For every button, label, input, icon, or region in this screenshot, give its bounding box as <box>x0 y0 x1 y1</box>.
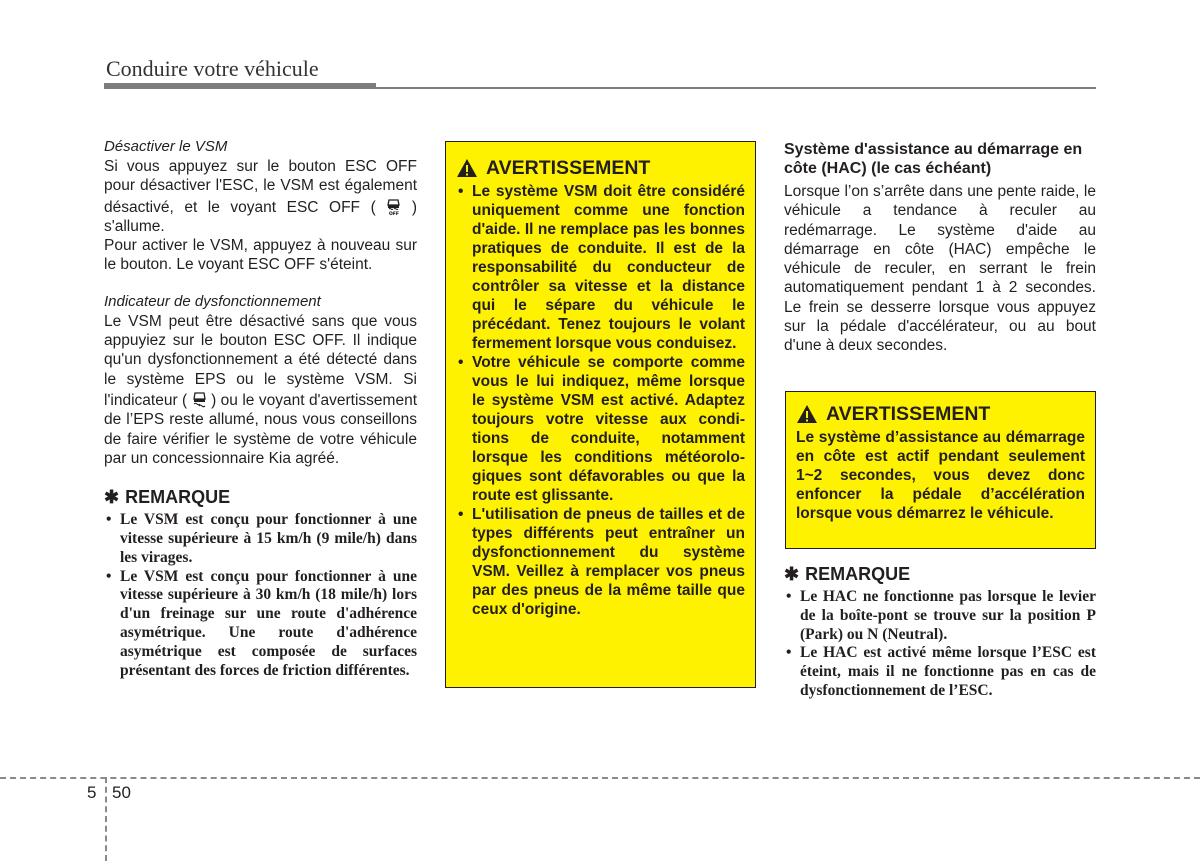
warning-box-vsm <box>445 141 756 688</box>
warning-heading <box>796 402 1085 426</box>
right-remark-block <box>784 563 1096 701</box>
paragraph-malfunction-end: ) ou le voyant d'avertissement de l’EPS reste allumé, nous vous conseillons de faire vérifier le système de votre véhicule par un concessionnaire Kia agréé. <box>104 391 417 467</box>
warning-title: AVERTISSEMENT <box>486 157 651 179</box>
asterisk-icon: ✱ <box>104 487 120 508</box>
esc-off-icon <box>386 196 401 216</box>
warning-triangle-icon <box>796 404 818 424</box>
warning-heading <box>456 156 745 180</box>
list-item: • Le VSM est conçu pour fonctionner à une vitesse supérieure à 15 km/h (9 mile/h) dans les virages. <box>104 511 417 567</box>
right-column <box>784 140 1096 356</box>
esc-skid-icon <box>192 389 207 409</box>
remark-list <box>784 588 1096 701</box>
warning-triangle-icon <box>456 158 478 178</box>
warning-text: Le système d’assistance au démarrage en côte est actif pendant seulement 1~2 secondes, vous devez donc enfoncer la pédale d’accélération lorsque vous démarrez le véhicule. <box>796 429 1085 522</box>
paragraph-deactivate-vsm-end: ) s'allume. <box>104 198 417 235</box>
paragraph-activate-vsm: Pour activer le VSM, appuyez à nouveau sur le bouton. Le voyant ESC OFF s'éteint. <box>104 237 417 274</box>
left-column <box>104 138 417 680</box>
list-item: • Le HAC est activé même lorsque l’ESC est éteint, mais il ne fonctionne pas en cas de dysfonctionnement de l’ESC. <box>784 644 1096 700</box>
section-title-malfunction: Indicateur de dysfonctionnement <box>104 292 321 310</box>
list-item: • L'utilisation de pneus de tailles et de types différents peut entraîner un dysfonctionnement du système VSM. Veillez à remplacer vos pneus par des pneus de la même taille que ceux d'origine. <box>456 505 745 619</box>
footer-vertical-divider <box>105 777 107 861</box>
header-rule-thick <box>104 83 376 89</box>
page-header-title: Conduire votre véhicule <box>106 56 319 81</box>
paragraph-malfunction <box>104 312 417 468</box>
remark-heading <box>784 563 1096 585</box>
list-item: • Votre véhicule se comporte comme vous le lui indiquez, même lorsque le système VSM est activé. Adaptez toujours votre vitesse aux condi-tions de conduite, notamment lorsque les conditions météorolo-giques sont défavorables ou que la route est glissante. <box>456 353 745 505</box>
remark-heading <box>104 486 417 508</box>
remark-title: REMARQUE <box>125 487 231 508</box>
footer-divider <box>0 777 1200 779</box>
paragraph-deactivate-vsm <box>104 157 417 236</box>
svg-text:OFF: OFF <box>389 211 400 216</box>
section-title-deactivate-vsm: Désactiver le VSM <box>104 138 228 155</box>
paragraph-deactivate-vsm-start: Si vous appuyez sur le bouton ESC OFF pour désactiver l'ESC, le VSM est également désactivé, et le voyant ESC OFF ( <box>104 158 417 216</box>
warning-list <box>456 182 745 619</box>
paragraph-malfunction-start: Le VSM peut être désactivé sans que vous appuyiez sur le bouton ESC OFF. Il indique qu'un dysfonctionnement a été détecté dans le système EPS ou le système VSM. Si l'indicateur ( <box>104 312 417 409</box>
page-number: 50 <box>112 783 131 802</box>
paragraph-hac: Lorsque l’on s’arrête dans une pente raide, le véhicule a tendance à reculer au redémarrage. Le système d'aide au démarrage en côte (HAC) empêche le véhicule de reculer, en serrant le frein automatiquement pendant 1 à 2 secondes. Le frein se desserre lorsque vous appuyez sur la pédale d'accélérateur, ou au bout d'une à deux secondes. <box>784 183 1096 355</box>
list-item: • Le VSM est conçu pour fonctionner à une vitesse supérieure à 30 km/h (18 mile/h) lors d'un freinage sur une route d'adhérence asymétrique. Une route d'adhérence asymétrique est composée de surfaces présentant des forces de friction différentes. <box>104 568 417 681</box>
list-item: • Le HAC ne fonctionne pas lorsque le levier de la boîte-pont se trouve sur la position P (Park) ou N (Neutral). <box>784 588 1096 644</box>
remark-list <box>104 511 417 680</box>
header-rule-thin <box>376 87 1096 89</box>
warning-title: AVERTISSEMENT <box>826 403 991 425</box>
warning-box-hac <box>785 391 1096 549</box>
asterisk-icon: ✱ <box>784 564 800 584</box>
section-title-hac: Système d'assistance au démarrage en côte (HAC) (le cas échéant) <box>784 141 1083 177</box>
remark-title: REMARQUE <box>805 564 911 584</box>
chapter-number: 5 <box>87 783 97 802</box>
list-item: • Le système VSM doit être considéré uniquement comme une fonction d'aide. Il ne remplace pas les bonnes pratiques de conduite. Il est de la responsabilité du conducteur de contrôler sa vitesse et la distance qui le sépare du véhicule le précédant. Tenez toujours le volant fermement lorsque vous conduisez. <box>456 182 745 353</box>
